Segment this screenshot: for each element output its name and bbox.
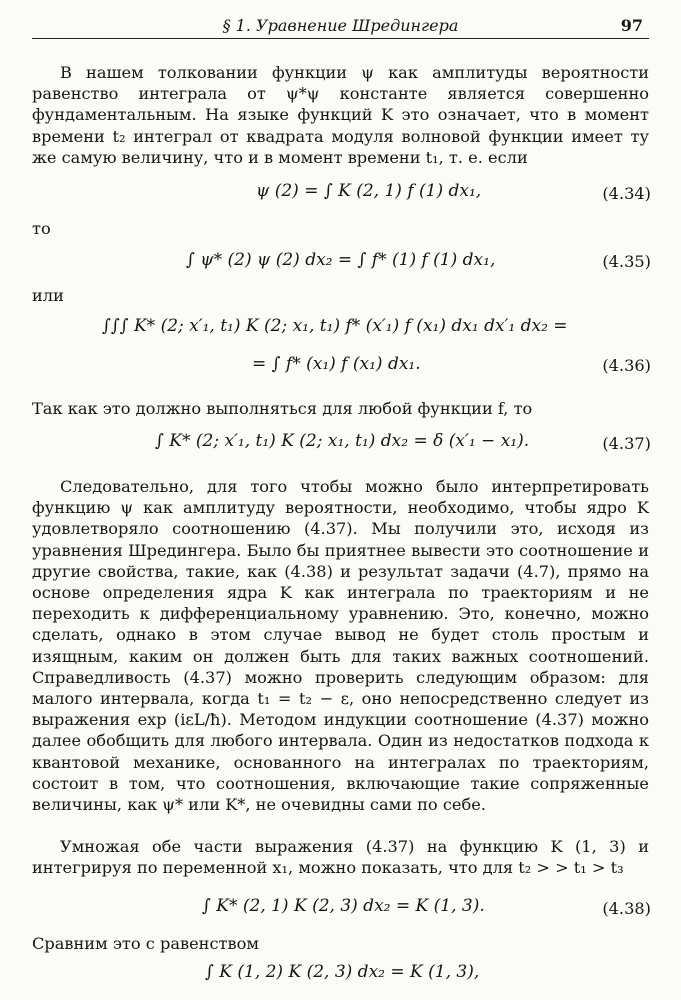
- equation-final: ∫ K (1, 2) K (2, 3) dx₂ = K (1, 3),: [205, 962, 480, 982]
- equation-4-38: ∫ K* (2, 1) K (2, 3) dx₂ = K (1, 3).: [202, 896, 485, 916]
- equation-label-4-35: (4.35): [602, 252, 651, 271]
- paragraph-2: Так как это должно выполняться для любой функции f, то: [32, 399, 533, 418]
- word-to: то: [32, 219, 51, 238]
- equation-label-4-34: (4.34): [602, 184, 651, 203]
- paragraph-4: Умножая обе части выражения (4.37) на функцию K (1, 3) и интегрируя по переменной x₁, можно показать, что для t₂ > > t₁ > t₃: [32, 837, 649, 878]
- paragraph-3: Следовательно, для того чтобы можно было интерпретировать функцию ψ как амплитуду вероятности, необходимо, чтобы ядро K удовлетворяло соотношению (4.37). Мы получили это, исходя из уравнения Шредингера. Было бы приятнее вывести это соотношение и другие свойства, такие, как (4.38) и результат задачи (4.7), прямо на основе определения ядра K как интеграла по траекториям и не переходить к дифференциальному уравнению. Это, конечно, можно сделать, однако в этом случае вывод не будет столь простым и изящным, каким он должен быть для таких важных соотношений. Справедливость (4.37) можно проверить следующим образом: для малого интервала, когда t₁ = t₂ − ε, оно непосредственно следует из выражения exp (iεL/ħ). Методом индукции соотношение (4.37) можно далее обобщить для любого интервала. Один из недостатков подхода к квантовой механике, основанного на интегралах по траекториям, состоит в том, что соотношения, включающие такие сопряженные величины, как ψ* или K*, не очевидны сами по себе.: [32, 477, 649, 815]
- word-ili: или: [32, 286, 64, 305]
- equation-4-36-line-1: ∫∫∫ K* (2; x′₁, t₁) K (2; x₁, t₁) f* (x′₁) f (x₁) dx₁ dx′₁ dx₂ =: [102, 316, 568, 336]
- equation-4-36-line-2: = ∫ f* (x₁) f (x₁) dx₁.: [252, 354, 421, 374]
- running-header: [32, 14, 649, 39]
- running-title: § 1. Уравнение Шредингера: [222, 16, 459, 35]
- equation-4-37: ∫ K* (2; x′₁, t₁) K (2; x₁, t₁) dx₂ = δ (x′₁ − x₁).: [155, 431, 530, 451]
- equation-4-35: ∫ ψ* (2) ψ (2) dx₂ = ∫ f* (1) f (1) dx₁,: [186, 250, 496, 270]
- equation-label-4-37: (4.37): [602, 434, 651, 453]
- paragraph-1: В нашем толковании функции ψ как амплитуды вероятности равенство интеграла от ψ*ψ константе является совершенно фундаментальным. На языке функций K это означает, что в момент времени t₂ интеграл от квадрата модуля волновой функции имеет ту же самую величину, что и в момент времени t₁, т. е. если: [32, 63, 649, 167]
- equation-label-4-38: (4.38): [602, 899, 651, 918]
- paragraph-5: Сравним это с равенством: [32, 934, 259, 953]
- equation-label-4-36: (4.36): [602, 356, 651, 375]
- page-number: 97: [620, 16, 643, 35]
- equation-4-34: ψ (2) = ∫ K (2, 1) f (1) dx₁,: [256, 181, 482, 201]
